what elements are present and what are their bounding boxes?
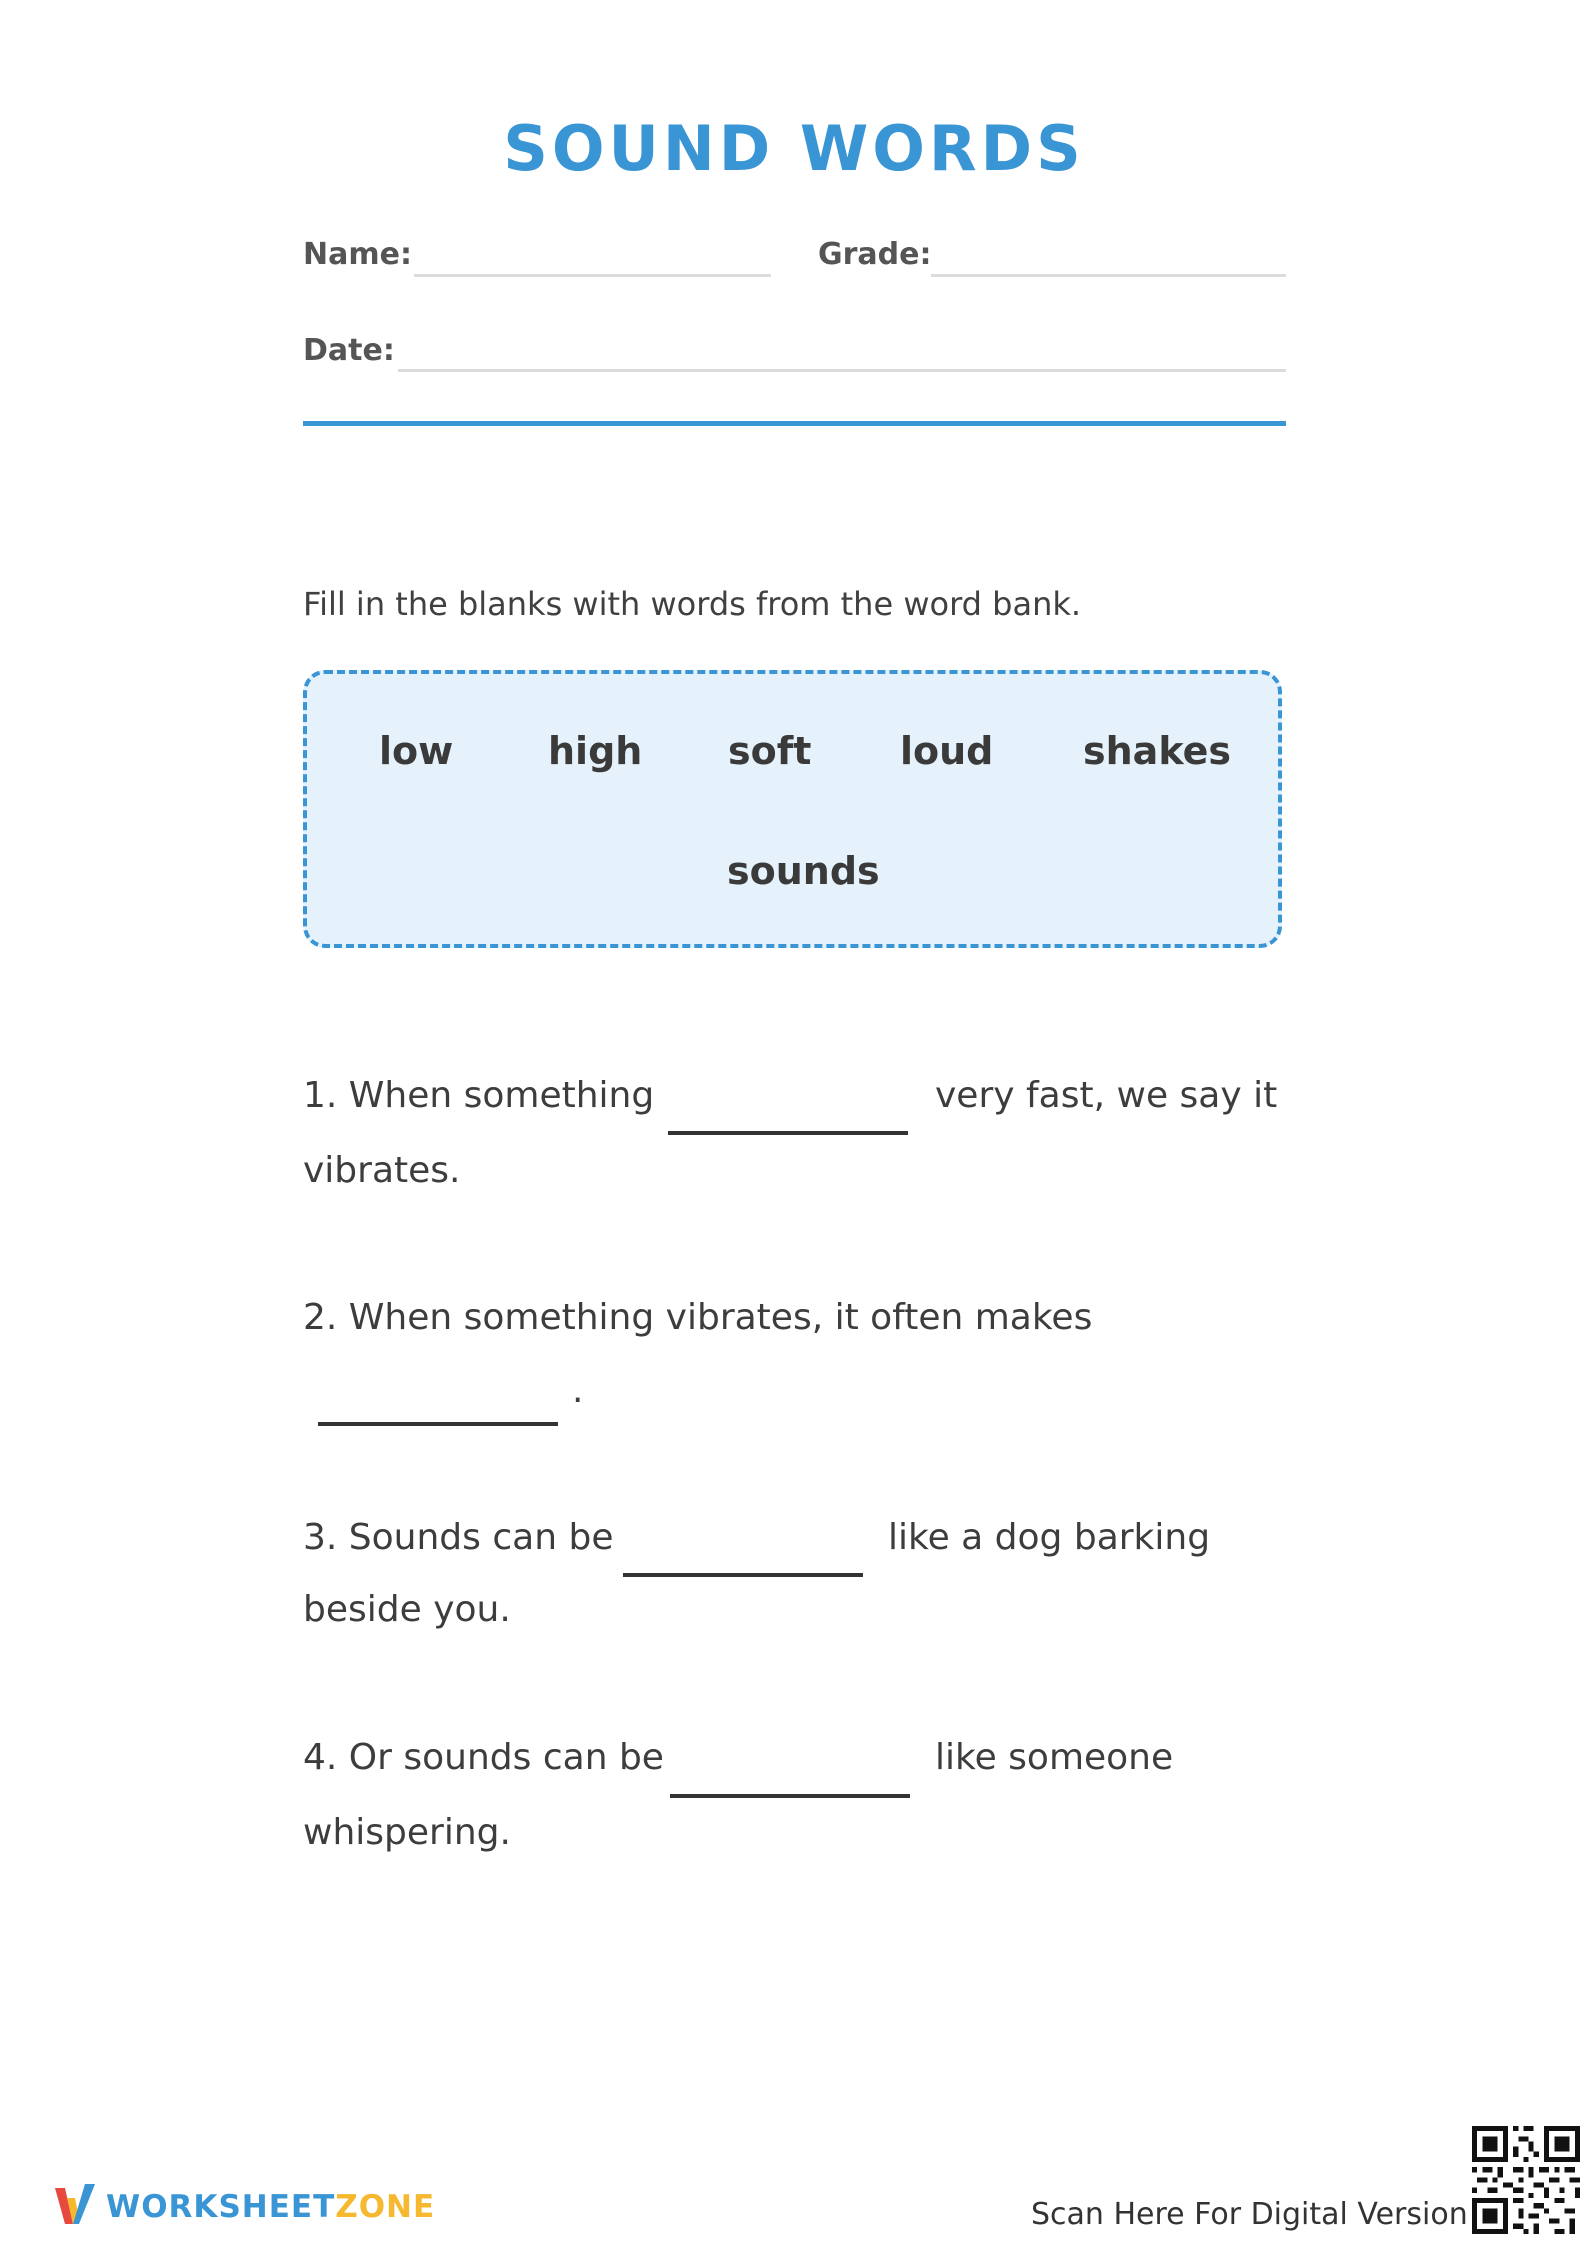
qr-code-icon[interactable] bbox=[1472, 2126, 1580, 2234]
question-3-blank[interactable] bbox=[623, 1573, 863, 1577]
brand-part-1: WORKSHEET bbox=[106, 2189, 336, 2225]
worksheetzone-logo-icon bbox=[55, 2180, 95, 2230]
instructions: Fill in the blanks with words from the word bank. bbox=[303, 585, 1082, 623]
question-2-text: 2. When something vibrates, it often makes bbox=[303, 1297, 1093, 1338]
question-3-continuation: beside you. bbox=[303, 1589, 511, 1630]
question-4-continuation: whispering. bbox=[303, 1812, 511, 1853]
word-bank-item: soft bbox=[728, 729, 812, 773]
page-title: SOUND WORDS bbox=[503, 112, 1085, 185]
question-4-text: 4. Or sounds can be bbox=[303, 1737, 664, 1778]
word-bank-item: sounds bbox=[727, 849, 880, 893]
date-label: Date: bbox=[303, 333, 395, 368]
question-1-text: 1. When something bbox=[303, 1075, 655, 1116]
header-divider bbox=[303, 421, 1286, 426]
date-field[interactable] bbox=[398, 369, 1286, 372]
word-bank-item: shakes bbox=[1083, 729, 1231, 773]
scan-text: Scan Here For Digital Version bbox=[1031, 2197, 1468, 2232]
word-bank-item: high bbox=[548, 729, 643, 773]
question-1-blank[interactable] bbox=[668, 1131, 908, 1135]
name-field[interactable] bbox=[414, 274, 771, 277]
name-label: Name: bbox=[303, 237, 412, 272]
grade-field[interactable] bbox=[931, 274, 1286, 277]
question-2-blank[interactable] bbox=[318, 1422, 558, 1426]
grade-label: Grade: bbox=[818, 237, 932, 272]
question-3-text: 3. Sounds can be bbox=[303, 1517, 614, 1558]
word-bank-item: loud bbox=[900, 729, 994, 773]
question-4-text-after: like someone bbox=[935, 1737, 1174, 1778]
question-4-blank[interactable] bbox=[670, 1794, 910, 1798]
question-2-text-after: . bbox=[572, 1370, 584, 1411]
question-1-text-after: very fast, we say it bbox=[935, 1075, 1278, 1116]
word-bank bbox=[303, 670, 1282, 948]
word-bank-item: low bbox=[379, 729, 454, 773]
brand-part-2: ZONE bbox=[335, 2189, 436, 2225]
question-1-continuation: vibrates. bbox=[303, 1150, 461, 1191]
question-3-text-after: like a dog barking bbox=[888, 1517, 1211, 1558]
brand-name bbox=[106, 2189, 435, 2225]
